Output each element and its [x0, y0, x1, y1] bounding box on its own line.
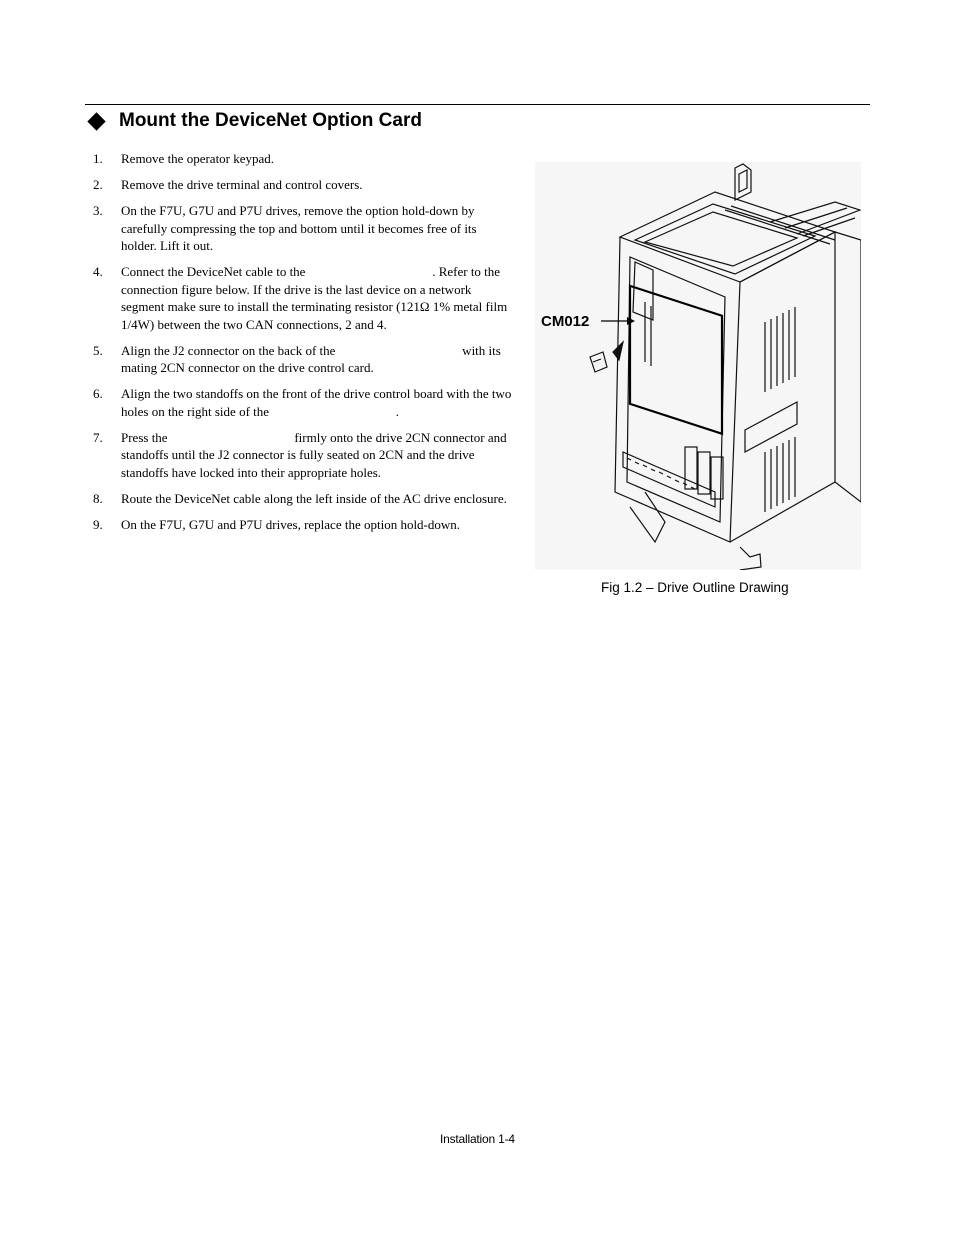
list-item	[93, 490, 515, 507]
step-number: 7.	[93, 430, 103, 446]
list-item	[93, 429, 515, 481]
procedure-list	[93, 150, 515, 542]
step-number: 6.	[93, 386, 103, 402]
step-number: 3.	[93, 203, 103, 219]
step-text: On the F7U, G7U and P7U drives, remove the option hold-down by carefully compressing the top and bottom until it becomes free of its holder. Lift it out.	[121, 203, 477, 254]
page-footer: Installation 1-4	[440, 1132, 515, 1146]
step-text: Connect the DeviceNet cable to the . Refer to the connection figure below. If the drive is the last device on a network segment make sure to install the terminating resistor (121Ω 1% metal film 1/4W) between the two CAN connections, 2 and 4.	[121, 264, 511, 332]
step-text: Remove the operator keypad.	[121, 151, 275, 166]
section-title: Mount the DeviceNet Option Card	[119, 110, 422, 131]
list-item	[93, 516, 515, 533]
header-rule	[85, 104, 870, 105]
step-text: On the F7U, G7U and P7U drives, replace the option hold-down.	[121, 517, 461, 533]
step-number: 8.	[93, 491, 103, 507]
step-number: 1.	[93, 151, 103, 166]
list-item	[93, 263, 515, 333]
drive-outline-figure	[535, 162, 861, 570]
step-number: 2.	[93, 177, 103, 193]
list-item	[93, 342, 515, 377]
step-text: Align the J2 connector on the back of the with its mating 2CN connector on the drive control card.	[121, 342, 505, 376]
drive-outline-drawing	[535, 162, 861, 570]
step-text: Remove the drive terminal and control covers.	[121, 177, 363, 193]
diamond-bullet-icon	[87, 112, 105, 130]
cm012-callout-label: CM012	[541, 313, 590, 330]
list-item	[93, 150, 515, 167]
step-text: Press the firmly onto the drive 2CN connector and standoffs until the J2 connector is fully seated on 2CN and the drive standoffs have locked into their appropriate holes.	[121, 430, 510, 480]
list-item	[93, 176, 515, 193]
step-number: 9.	[93, 517, 103, 533]
step-text: Route the DeviceNet cable along the left inside of the AC drive enclosure.	[121, 491, 507, 507]
step-number: 5.	[93, 342, 103, 358]
list-item	[93, 385, 515, 420]
figure-caption: Fig 1.2 – Drive Outline Drawing	[601, 580, 789, 595]
section-heading	[85, 110, 422, 132]
step-text: Align the two standoffs on the front of the drive control board with the two holes on the right side of the .	[121, 386, 515, 419]
step-number: 4.	[93, 264, 103, 280]
list-item	[93, 202, 515, 254]
